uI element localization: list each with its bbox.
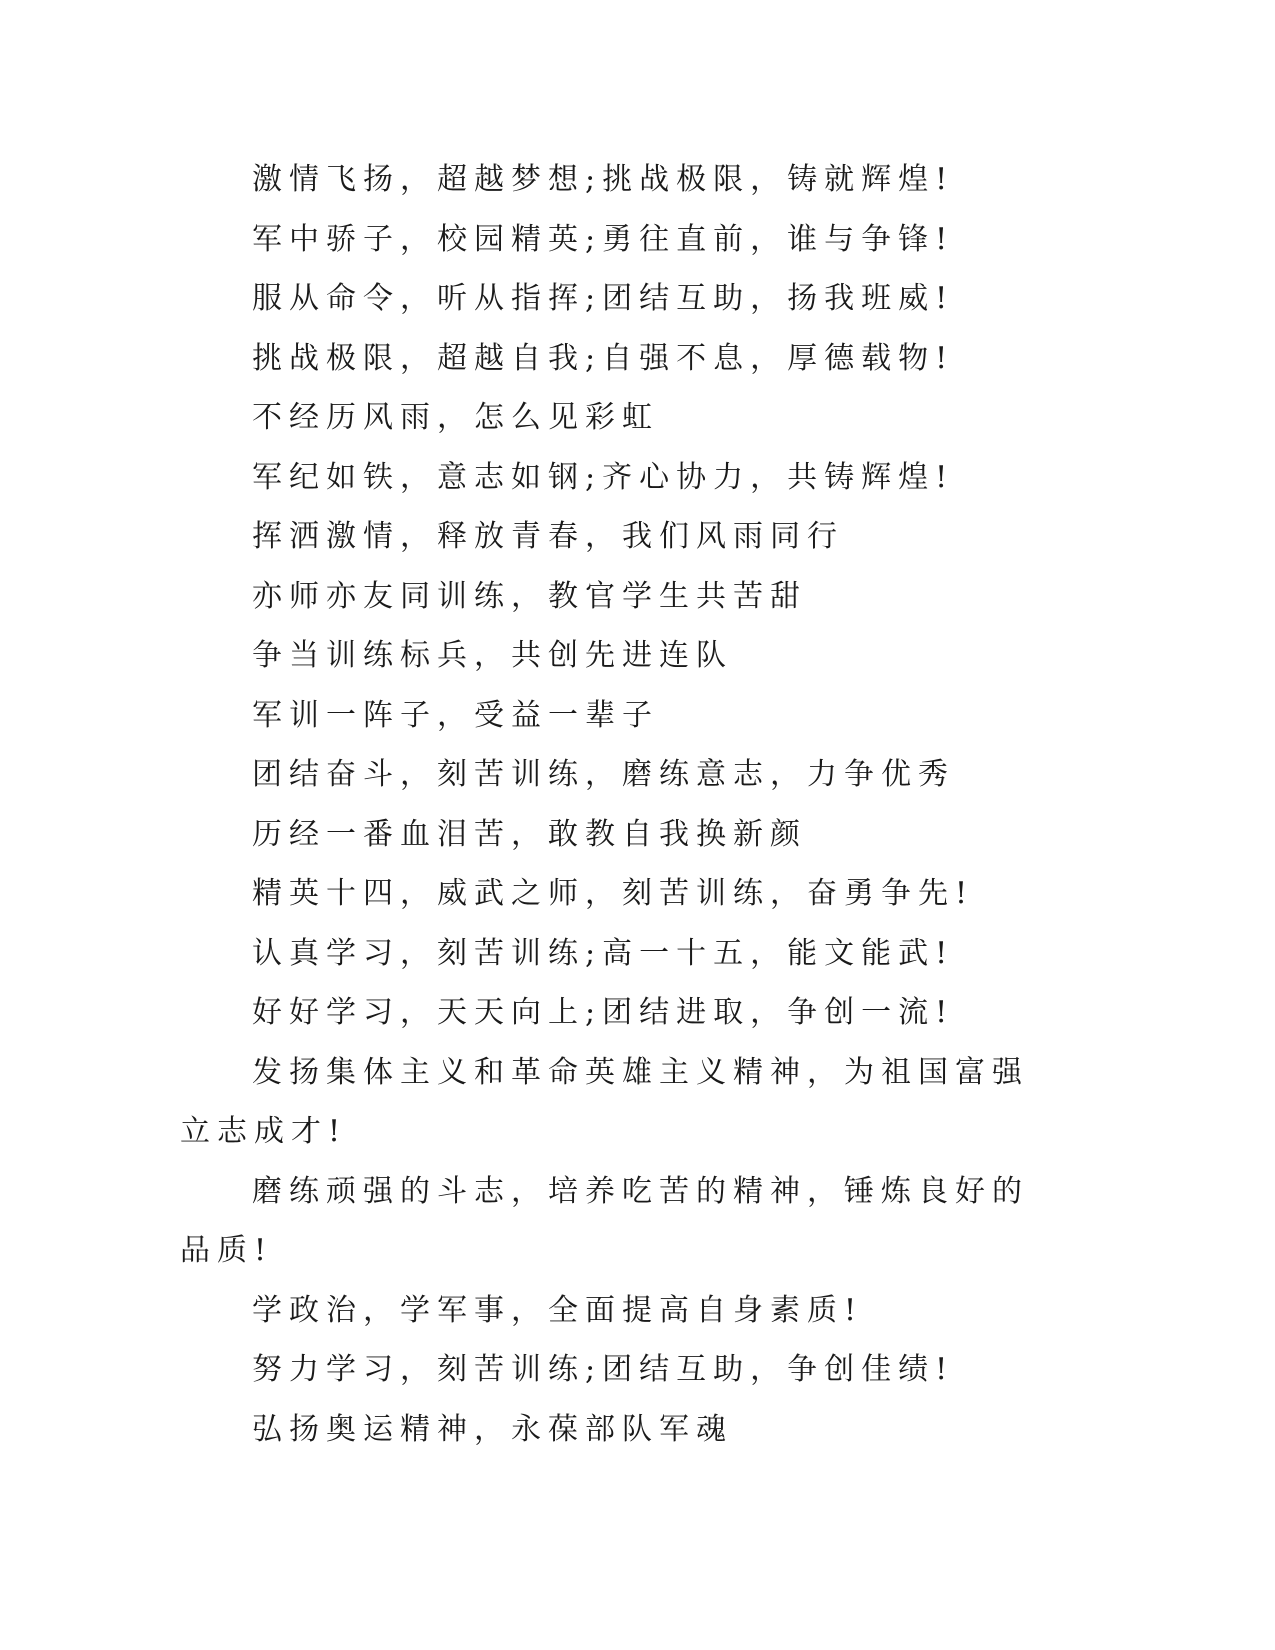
slogan-line: 学政治，学军事，全面提高自身素质! — [252, 1292, 864, 1328]
slogan-line: 亦师亦友同训练，教官学生共苦甜 — [252, 578, 807, 614]
slogan-list — [180, 150, 1060, 1459]
slogan-line: 不经历风雨，怎么见彩虹 — [252, 400, 659, 435]
slogan-line: 努力学习，刻苦训练;团结互助，争创佳绩! — [252, 1352, 955, 1387]
slogan-line: 认真学习，刻苦训练;高一十五，能文能武! — [252, 935, 955, 971]
slogan-line: 团结奋斗，刻苦训练，磨练意志，力争优秀 — [252, 757, 955, 792]
slogan-line: 军中骄子，校园精英;勇往直前，谁与争锋! — [252, 221, 955, 257]
slogan-line: 争当训练标兵，共创先进连队 — [252, 638, 733, 673]
slogan-line: 历经一番血泪苦，敢教自我换新颜 — [252, 816, 807, 852]
slogan-line: 磨练顽强的斗志，培养吃苦的精神，锤炼良好的品质! — [180, 1173, 1029, 1268]
slogan-line: 挥洒激情，释放青春，我们风雨同行 — [252, 519, 844, 554]
slogan-line: 挑战极限，超越自我;自强不息，厚德载物! — [252, 340, 955, 376]
slogan-line: 弘扬奥运精神，永葆部队军魂 — [252, 1411, 733, 1447]
slogan-line: 发扬集体主义和革命英雄主义精神，为祖国富强立志成才! — [180, 1054, 1029, 1149]
slogan-line: 服从命令，听从指挥;团结互助，扬我班威! — [252, 281, 955, 316]
slogan-line: 军训一阵子，受益一辈子 — [252, 697, 659, 733]
slogan-line: 激情飞扬，超越梦想;挑战极限，铸就辉煌! — [252, 162, 955, 197]
slogan-line: 精英十四，威武之师，刻苦训练，奋勇争先! — [252, 876, 975, 911]
slogan-line: 好好学习，天天向上;团结进取，争创一流! — [252, 995, 955, 1030]
slogan-line: 军纪如铁，意志如钢;齐心协力，共铸辉煌! — [252, 459, 955, 495]
